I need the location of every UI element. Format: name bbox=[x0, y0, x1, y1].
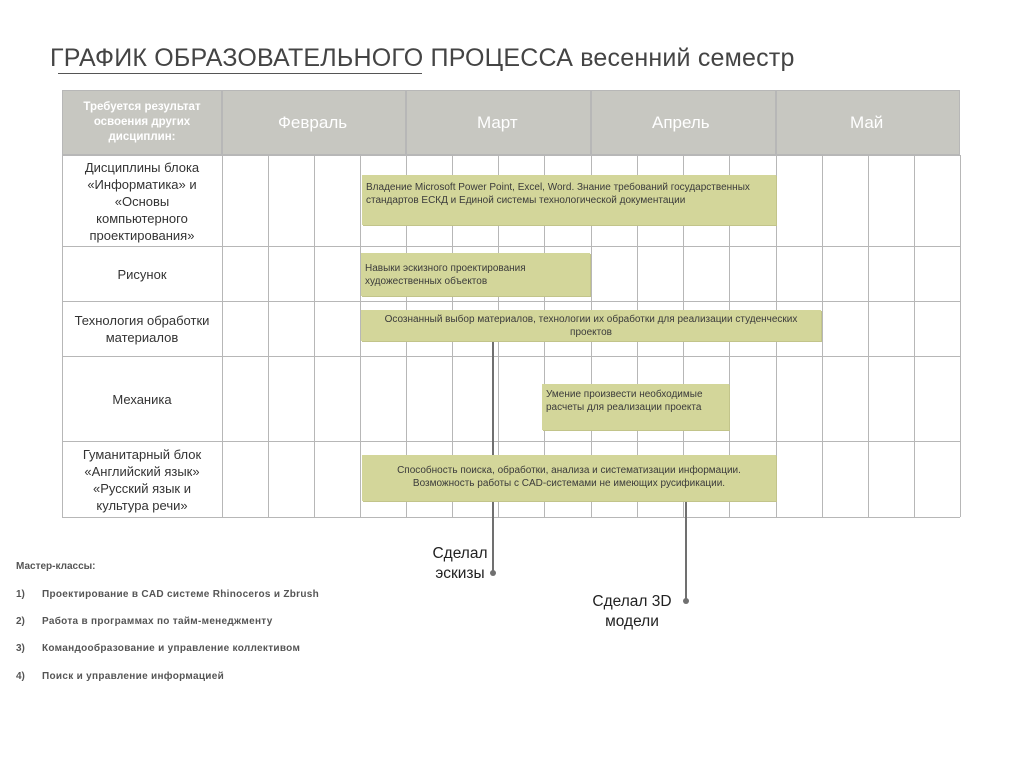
bar-drawing: Навыки эскизного проектирования художественных объектов bbox=[361, 253, 590, 296]
row-label-mechanics: Механика bbox=[112, 391, 172, 407]
row-label-humanities: Гуманитарный блок «Английский язык» «Русский язык и культура речи» bbox=[82, 446, 202, 513]
month-february-label: Февраль bbox=[278, 112, 348, 132]
header-requirement-label: Требуется результат освоения других дисциплин: bbox=[83, 101, 201, 143]
header-month-april bbox=[591, 90, 776, 155]
header-month-may bbox=[776, 90, 960, 155]
bar-informatics: Владение Microsoft Power Point, Excel, Word. Знание требований государственных стандартов ЕСКД и Единой системы технологической документации bbox=[362, 175, 776, 225]
row-label-drawing: Рисунок bbox=[117, 266, 167, 282]
grid-col-line bbox=[314, 155, 315, 517]
month-may-label: Май bbox=[850, 112, 884, 132]
grid-col-line bbox=[914, 155, 915, 517]
grid-col-line bbox=[960, 155, 961, 517]
title-underline bbox=[58, 73, 422, 74]
header-month-march bbox=[406, 90, 591, 155]
row-label-materials: Технология обработки материалов bbox=[74, 313, 210, 345]
master-class-item: Поиск и управление информацией bbox=[42, 671, 225, 682]
milestone-sketches-label: Сделал эскизы bbox=[432, 545, 488, 582]
milestone-3d-models-label: Сделал 3D модели bbox=[592, 593, 672, 630]
master-classes-title: Мастер-классы: bbox=[16, 561, 96, 572]
grid-col-line bbox=[822, 155, 823, 517]
master-class-item: Командообразование и управление коллективом bbox=[42, 643, 301, 654]
grid-col-line bbox=[268, 155, 269, 517]
header-requirement bbox=[62, 90, 222, 155]
month-march-label: Март bbox=[477, 112, 518, 132]
bar-materials: Осознанный выбор материалов, технологии их обработки для реализации студенческих проектов bbox=[361, 310, 821, 341]
grid-bottom bbox=[62, 517, 960, 518]
master-class-item: Работа в программах по тайм-менеджменту bbox=[42, 616, 273, 627]
header-month-february bbox=[222, 90, 406, 155]
master-class-number: 1) bbox=[16, 589, 25, 600]
master-class-item: Проектирование в CAD системе Rhinoceros и Zbrush bbox=[42, 589, 320, 600]
grid-col-line bbox=[222, 155, 223, 517]
bar-mechanics: Умение произвести необходимые расчеты для реализации проекта bbox=[542, 384, 729, 430]
bar-humanities: Способность поиска, обработки, анализа и систематизации информации. Возможность работы с CAD-системами не имеющих русификации. bbox=[362, 455, 776, 501]
row-label-informatics: Дисциплины блока «Информатика» и «Основы компьютерного проектирования» bbox=[84, 159, 200, 243]
page-title: ГРАФИК ОБРАЗОВАТЕЛЬНОГО ПРОЦЕССА весенний семестр bbox=[50, 44, 795, 72]
master-class-number: 2) bbox=[16, 616, 25, 627]
grid-top bbox=[62, 155, 960, 156]
grid-col-line bbox=[868, 155, 869, 517]
master-class-number: 3) bbox=[16, 643, 25, 654]
month-april-label: Апрель bbox=[652, 112, 710, 132]
master-class-number: 4) bbox=[16, 671, 25, 682]
milestone-line-3d-models bbox=[685, 497, 687, 603]
